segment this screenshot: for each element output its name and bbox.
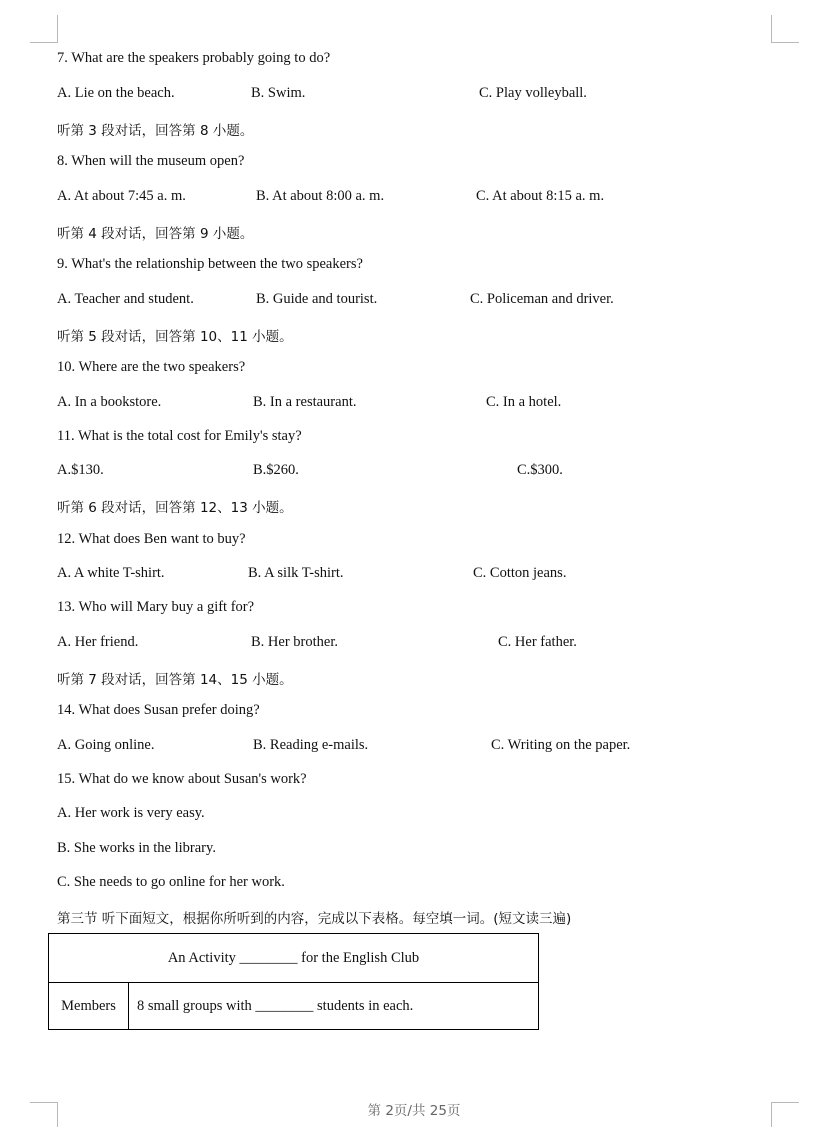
table-title-row	[49, 934, 539, 983]
question-14: 14. What does Susan prefer doing?	[57, 702, 260, 718]
q10-option-b: B. In a restaurant.	[253, 394, 357, 410]
question-9: 9. What's the relationship between the two speakers?	[57, 256, 363, 272]
q9-option-c: C. Policeman and driver.	[470, 291, 614, 307]
q8-option-a: A. At about 7:45 a. m.	[57, 188, 186, 204]
members-description: 8 small groups with ________ students in each.	[129, 983, 539, 1030]
section-5-instruction: 听第 5 段对话，回答第 10、11 小题。	[57, 329, 293, 345]
q13-option-b: B. Her brother.	[251, 634, 338, 650]
section-4-instruction: 听第 4 段对话，回答第 9 小题。	[57, 226, 254, 242]
section-7-instruction: 听第 7 段对话，回答第 14、15 小题。	[57, 672, 293, 688]
q10-option-c: C. In a hotel.	[486, 394, 562, 410]
q15-option-a: A. Her work is very easy.	[57, 805, 205, 821]
q10-option-a: A. In a bookstore.	[57, 394, 162, 410]
question-13: 13. Who will Mary buy a gift for?	[57, 599, 255, 615]
part-3-instruction: 第三节 听下面短文，根据你所听到的内容，完成以下表格。每空填一词。(短文读三遍)	[57, 911, 572, 927]
question-10: 10. Where are the two speakers?	[57, 359, 246, 375]
section-6-instruction: 听第 6 段对话，回答第 12、13 小题。	[57, 500, 293, 516]
q12-option-b: B. A silk T-shirt.	[248, 565, 344, 581]
q11-option-a: A.$130.	[57, 462, 104, 478]
q14-option-c: C. Writing on the paper.	[491, 737, 631, 753]
table-title: An Activity ________ for the English Club	[49, 934, 539, 983]
q7-option-c: C. Play volleyball.	[479, 85, 587, 101]
question-8: 8. When will the museum open?	[57, 153, 245, 169]
question-12: 12. What does Ben want to buy?	[57, 531, 246, 547]
question-11: 11. What is the total cost for Emily's stay?	[57, 428, 302, 444]
crop-mark-top-left-v	[57, 15, 58, 43]
table-row	[49, 983, 539, 1030]
q11-option-b: B.$260.	[253, 462, 299, 478]
q8-option-b: B. At about 8:00 a. m.	[256, 188, 385, 204]
q9-option-b: B. Guide and tourist.	[256, 291, 378, 307]
q14-option-a: A. Going online.	[57, 737, 155, 753]
q15-option-c: C. She needs to go online for her work.	[57, 874, 285, 890]
q11-option-c: C.$300.	[517, 462, 563, 478]
q13-option-c: C. Her father.	[498, 634, 577, 650]
crop-mark-top-left-h	[30, 42, 58, 43]
activity-table	[48, 933, 539, 1030]
question-15: 15. What do we know about Susan's work?	[57, 771, 307, 787]
q9-option-a: A. Teacher and student.	[57, 291, 194, 307]
question-7: 7. What are the speakers probably going to do?	[57, 50, 331, 66]
q12-option-a: A. A white T-shirt.	[57, 565, 165, 581]
section-3-instruction: 听第 3 段对话，回答第 8 小题。	[57, 123, 254, 139]
q15-option-b: B. She works in the library.	[57, 840, 216, 856]
q12-option-c: C. Cotton jeans.	[473, 565, 567, 581]
members-label: Members	[49, 983, 129, 1030]
q8-option-c: C. At about 8:15 a. m.	[476, 188, 605, 204]
crop-mark-top-right-v	[771, 15, 772, 43]
q13-option-a: A. Her friend.	[57, 634, 139, 650]
q7-option-a: A. Lie on the beach.	[57, 85, 175, 101]
crop-mark-top-right-h	[771, 42, 799, 43]
page-footer: 第 2页/共 25页	[367, 1103, 461, 1119]
q14-option-b: B. Reading e-mails.	[253, 737, 369, 753]
q7-option-b: B. Swim.	[251, 85, 306, 101]
